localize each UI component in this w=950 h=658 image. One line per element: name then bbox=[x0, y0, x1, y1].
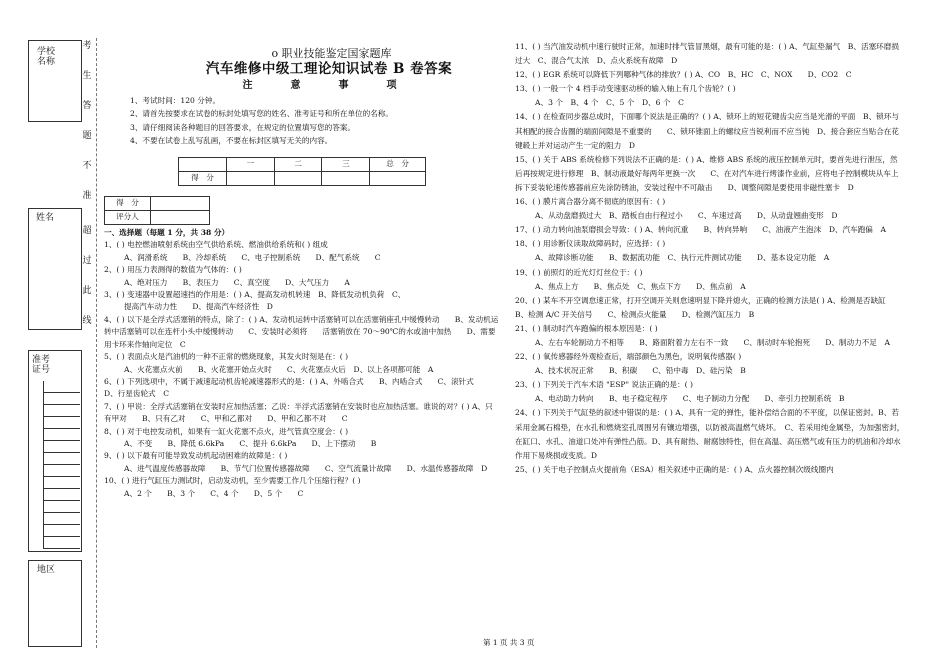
question-options: A、从动盘磨损过大 B、踏板自由行程过小 C、车速过高 D、从动盘翘曲变形 D bbox=[535, 211, 838, 221]
school-name-box[interactable] bbox=[28, 40, 82, 122]
question-line: 12、( ) EGR 系统可以降低下列哪种气体的排放？( ) A、CO B、HC C、NOX D、CO2 C bbox=[515, 70, 852, 80]
question-options: A、电动助力转向 B、电子稳定程序 C、电子制动力分配 D、牵引力控制系统 B bbox=[535, 394, 845, 404]
question-options: A、技术状况正常 B、积碳 C、铅中毒 D、硅污染 B bbox=[535, 366, 746, 376]
grader-table bbox=[104, 196, 210, 225]
question-options: A、3 个 B、4 个 C、5 个 D、6 个 C bbox=[535, 98, 684, 108]
score-cell[interactable] bbox=[274, 172, 322, 186]
exam-subtitle: o 职业技能鉴定国家题库 bbox=[271, 47, 392, 60]
binding-char: 不 bbox=[82, 161, 92, 171]
left-column bbox=[104, 48, 499, 500]
question-line: 8、( ) 对于电控发动机，如果有一缸火花塞不点火，进气管真空度会：( ) bbox=[104, 426, 349, 436]
question-line: 17、( ) 动力转向油泵磨损会导致：( ) A、转向沉重 B、转向异响 C、油液产生泡沫 D、汽车跑偏 A bbox=[515, 225, 886, 235]
ticket-label: 准考证号 bbox=[31, 355, 50, 375]
question-options: A、左右车轮制动力不相等 B、路面附着力左右不一致 C、制动时车轮抱死 D、制动力不足 A bbox=[535, 337, 890, 347]
question-options: A、绝对压力 B、表压力 C、真空度 D、大气压力 A bbox=[124, 277, 350, 287]
ticket-digit-grid bbox=[43, 381, 79, 549]
region-label: 地区 bbox=[36, 565, 55, 575]
question-options: A、润滑系统 B、冷却系统 C、电子控制系统 D、配气系统 C bbox=[124, 252, 381, 262]
question-line: 9、( ) 以下最有可能导致发动机起动困难的故障是：( ) bbox=[104, 451, 288, 461]
question-line: 11、( ) 当汽油发动机中速行驶时正常，加速时排气管冒黑烟，最有可能的是：( ) A、气缸垫漏气 B、活塞环磨损过大 C、混合气太浓 D、点火系统有故障 D bbox=[515, 42, 899, 66]
question-line: 25、( ) 关于电子控制点火提前角（ESA）相关叙述中正确的是：( ) A、点火器控制次级线圈内 bbox=[515, 464, 834, 474]
ticket-number-box[interactable] bbox=[28, 350, 82, 552]
question-line: 24、( ) 下列关于气缸垫的叙述中错误的是：( ) A、具有一定的弹性，能补偿结合面的不平度，以保证密封。B、若采用金属石棉垫，在水孔和燃烧室孔周围另有镶边增强，以防被高温燃气烧坏。 C、若采用纯金属垫，为加强密封，在缸口、水孔、油道口处冲有弹性凸筋。D、具有耐热、耐腐蚀特性，但在高温、高压燃气或有压力的机油和冷却水作用下易烧损或变质。D bbox=[515, 408, 905, 460]
question-line: 14、( ) 在检查同步器总成时，下面哪个说法是正确的？( ) A、锁环上的短花键齿尖应当是光滑的平面 B、锁环与其相配的接合齿圈的端面间隙是不重要的 C、锁环锥面上的螺纹应当锐利而不应当钝 D、接合套应当贴合在花键毂上并对运动产生一定的阻力 D bbox=[515, 112, 899, 150]
score-row-label: 得 分 bbox=[179, 172, 227, 186]
question-options: A、焦点上方 B、焦点处 C、焦点下方 D、焦点前 A bbox=[535, 281, 746, 291]
question-options: A、进气温度传感器故障 B、节气门位置传感器故障 C、空气流量计故障 D、水温传感器故障 D bbox=[124, 463, 488, 473]
notice-item: 2、请首先按要求在试卷的标封处填写您的姓名、准考证号和所在单位的名称。 bbox=[130, 109, 394, 119]
grader-row-label: 评分人 bbox=[105, 211, 151, 225]
question-line: 13、( ) 一般一个 4 档手动变速驱动桥的输入轴上有几个齿轮？( ) bbox=[515, 84, 736, 94]
question-line: 3、( ) 变速器中设置超速挡的作用是：( ) A、提高发动机转速 B、降低发动机负荷 C、 bbox=[104, 290, 406, 300]
binding-char: 答 bbox=[82, 101, 92, 111]
question-line: 20、( ) 某车不开空调怠速正常，打开空调开关则怠速明显下降并熄火，正确的检测方法是( ) A、检测是否缺缸 B、检测 A/C 开关信号 C、检测点火能量 D、检测汽缸压力 B bbox=[515, 295, 901, 319]
question-line: 22、( ) 氧传感器经外观检查后，端部颜色为黑色，说明氧传感器( ) bbox=[515, 352, 742, 362]
binding-dashed-line bbox=[96, 38, 97, 648]
grader-cell[interactable] bbox=[150, 211, 209, 225]
binding-char: 准 bbox=[82, 191, 92, 201]
score-cell[interactable] bbox=[322, 172, 370, 186]
question-line: 16、( ) 膜片离合器分离不彻底的原因有：( ) bbox=[515, 197, 666, 207]
binding-char: 此 bbox=[82, 286, 92, 296]
question-line: 6、( ) 下列选项中，不属于减速起动机齿轮减速器形式的是：( ) A、外啮合式 B、内啮合式 C、滚针式 D、行星齿轮式 C bbox=[104, 376, 489, 399]
question-line: 23、( ) 下列关于汽车术语 "ESP" 说法正确的是：( ) bbox=[515, 380, 693, 390]
score-header-cell bbox=[179, 158, 227, 172]
question-line: 10、( ) 进行气缸压力测试时，启动发动机，至少需要工作几个压缩行程？( ) bbox=[104, 476, 361, 486]
exam-title: 汽车维修中级工理论知识试卷 B 卷答案 bbox=[205, 61, 453, 78]
score-header-cell: 一 bbox=[226, 158, 274, 172]
question-options: A、火花塞点火前 B、火花塞开始点火时 C、火花塞点火后 D、以上各项都可能 A bbox=[124, 364, 434, 374]
score-cell[interactable] bbox=[226, 172, 274, 186]
question-line: 5、( ) 表面点火是汽油机的一种不正常的燃烧现象，其发火时刻是在：( ) bbox=[104, 352, 349, 362]
score-cell[interactable] bbox=[370, 172, 426, 186]
grader-row-label: 得 分 bbox=[105, 197, 151, 211]
question-options: A、故障诊断功能 B、数据流功能 C、执行元件测试功能 D、基本设定功能 A bbox=[535, 253, 830, 263]
question-line: 18、( ) 用诊断仪读取故障码时，应选择：( ) bbox=[515, 239, 666, 249]
binding-char: 超 bbox=[82, 226, 92, 236]
score-table bbox=[178, 157, 426, 186]
region-box[interactable] bbox=[28, 560, 82, 647]
question-line: 15、( ) 关于 ABS 系统检修下列说法不正确的是：( ) A、维修 ABS 系统的液压控制单元时，要首先进行泄压，然后再按规定进行修理 B、制动液最好每两年更换一次 C、在对汽车进行烤漆作业前，应将电子控制模块从车上拆下妥装轮速传感器前应先涂防锈油，安装过程中不可敲击 D、调整间隙是要使用非磁性塞卡 D bbox=[515, 154, 899, 192]
notice-item: 1、考试时间：120 分钟。 bbox=[130, 96, 221, 106]
notice-item: 4、不要在试卷上乱写乱画，不要在标封区填写无关的内容。 bbox=[130, 135, 333, 145]
candidate-info-sidebar bbox=[28, 40, 80, 645]
question-options: A、2 个 B、3 个 C、4 个 D、5 个 C bbox=[124, 488, 304, 498]
notice-list bbox=[104, 94, 499, 147]
name-label: 姓名 bbox=[35, 213, 54, 223]
page-footer: 第 1 页 共 3 页 bbox=[483, 638, 535, 647]
question-line: 7、( ) 甲说：全浮式活塞销在安装时应加热活塞；乙说：半浮式活塞销在安装时也应加热活塞。谁说的对？( ) A、只有甲对 B、只有乙对 C、甲和乙都对 D、甲和乙都不对 C bbox=[104, 401, 493, 424]
score-header-cell: 三 bbox=[322, 158, 370, 172]
score-header-cell: 二 bbox=[274, 158, 322, 172]
question-line: 21、( ) 制动时汽车跑偏的根本原因是：( ) bbox=[515, 323, 658, 333]
question-line: 1、( ) 电控燃油喷射系统由空气供给系统、燃油供给系统和( ) 组成 bbox=[104, 240, 328, 250]
binding-char: 生 bbox=[82, 71, 92, 81]
notice-item: 3、请仔细阅读各种题目的回答要求，在规定的位置填写您的答案。 bbox=[130, 122, 356, 132]
question-line: 4、( ) 以下是全浮式活塞销的特点，除了：( ) A、发动机运转中活塞销可以在活塞销座孔中缓慢转动 B、发动机运转中活塞销可以在连杆小头中缓慢转动 C、安装时必须将 活塞销放在 70～90℃的水或油中加热 D、需要用卡环来作轴向定位 C bbox=[104, 314, 499, 349]
question-line: 19、( ) 前照灯的近光灯灯丝位于：( ) bbox=[515, 267, 643, 277]
grader-cell[interactable] bbox=[150, 197, 209, 211]
name-box[interactable] bbox=[28, 208, 82, 330]
binding-char: 过 bbox=[82, 256, 92, 266]
binding-char: 题 bbox=[82, 131, 92, 141]
question-options: 提高汽车动力性 D、提高汽车经济性 D bbox=[124, 302, 273, 312]
binding-line-notice bbox=[82, 38, 92, 648]
school-label: 学校名称 bbox=[36, 47, 55, 67]
binding-char: 线 bbox=[82, 316, 92, 326]
binding-char: 考 bbox=[82, 41, 92, 51]
notice-heading: 注 意 事 项 bbox=[242, 79, 411, 91]
question-line: 2、( ) 用压力表测得的数值为气体的：( ) bbox=[104, 265, 242, 275]
question-options: A、不变 B、降低 6.6kPa C、提升 6.6kPa D、上下摆动 B bbox=[124, 438, 377, 448]
section-heading: 一、选择题（每题 1 分，共 38 分） bbox=[104, 228, 230, 238]
score-header-cell: 总 分 bbox=[370, 158, 426, 172]
right-column bbox=[515, 40, 905, 477]
